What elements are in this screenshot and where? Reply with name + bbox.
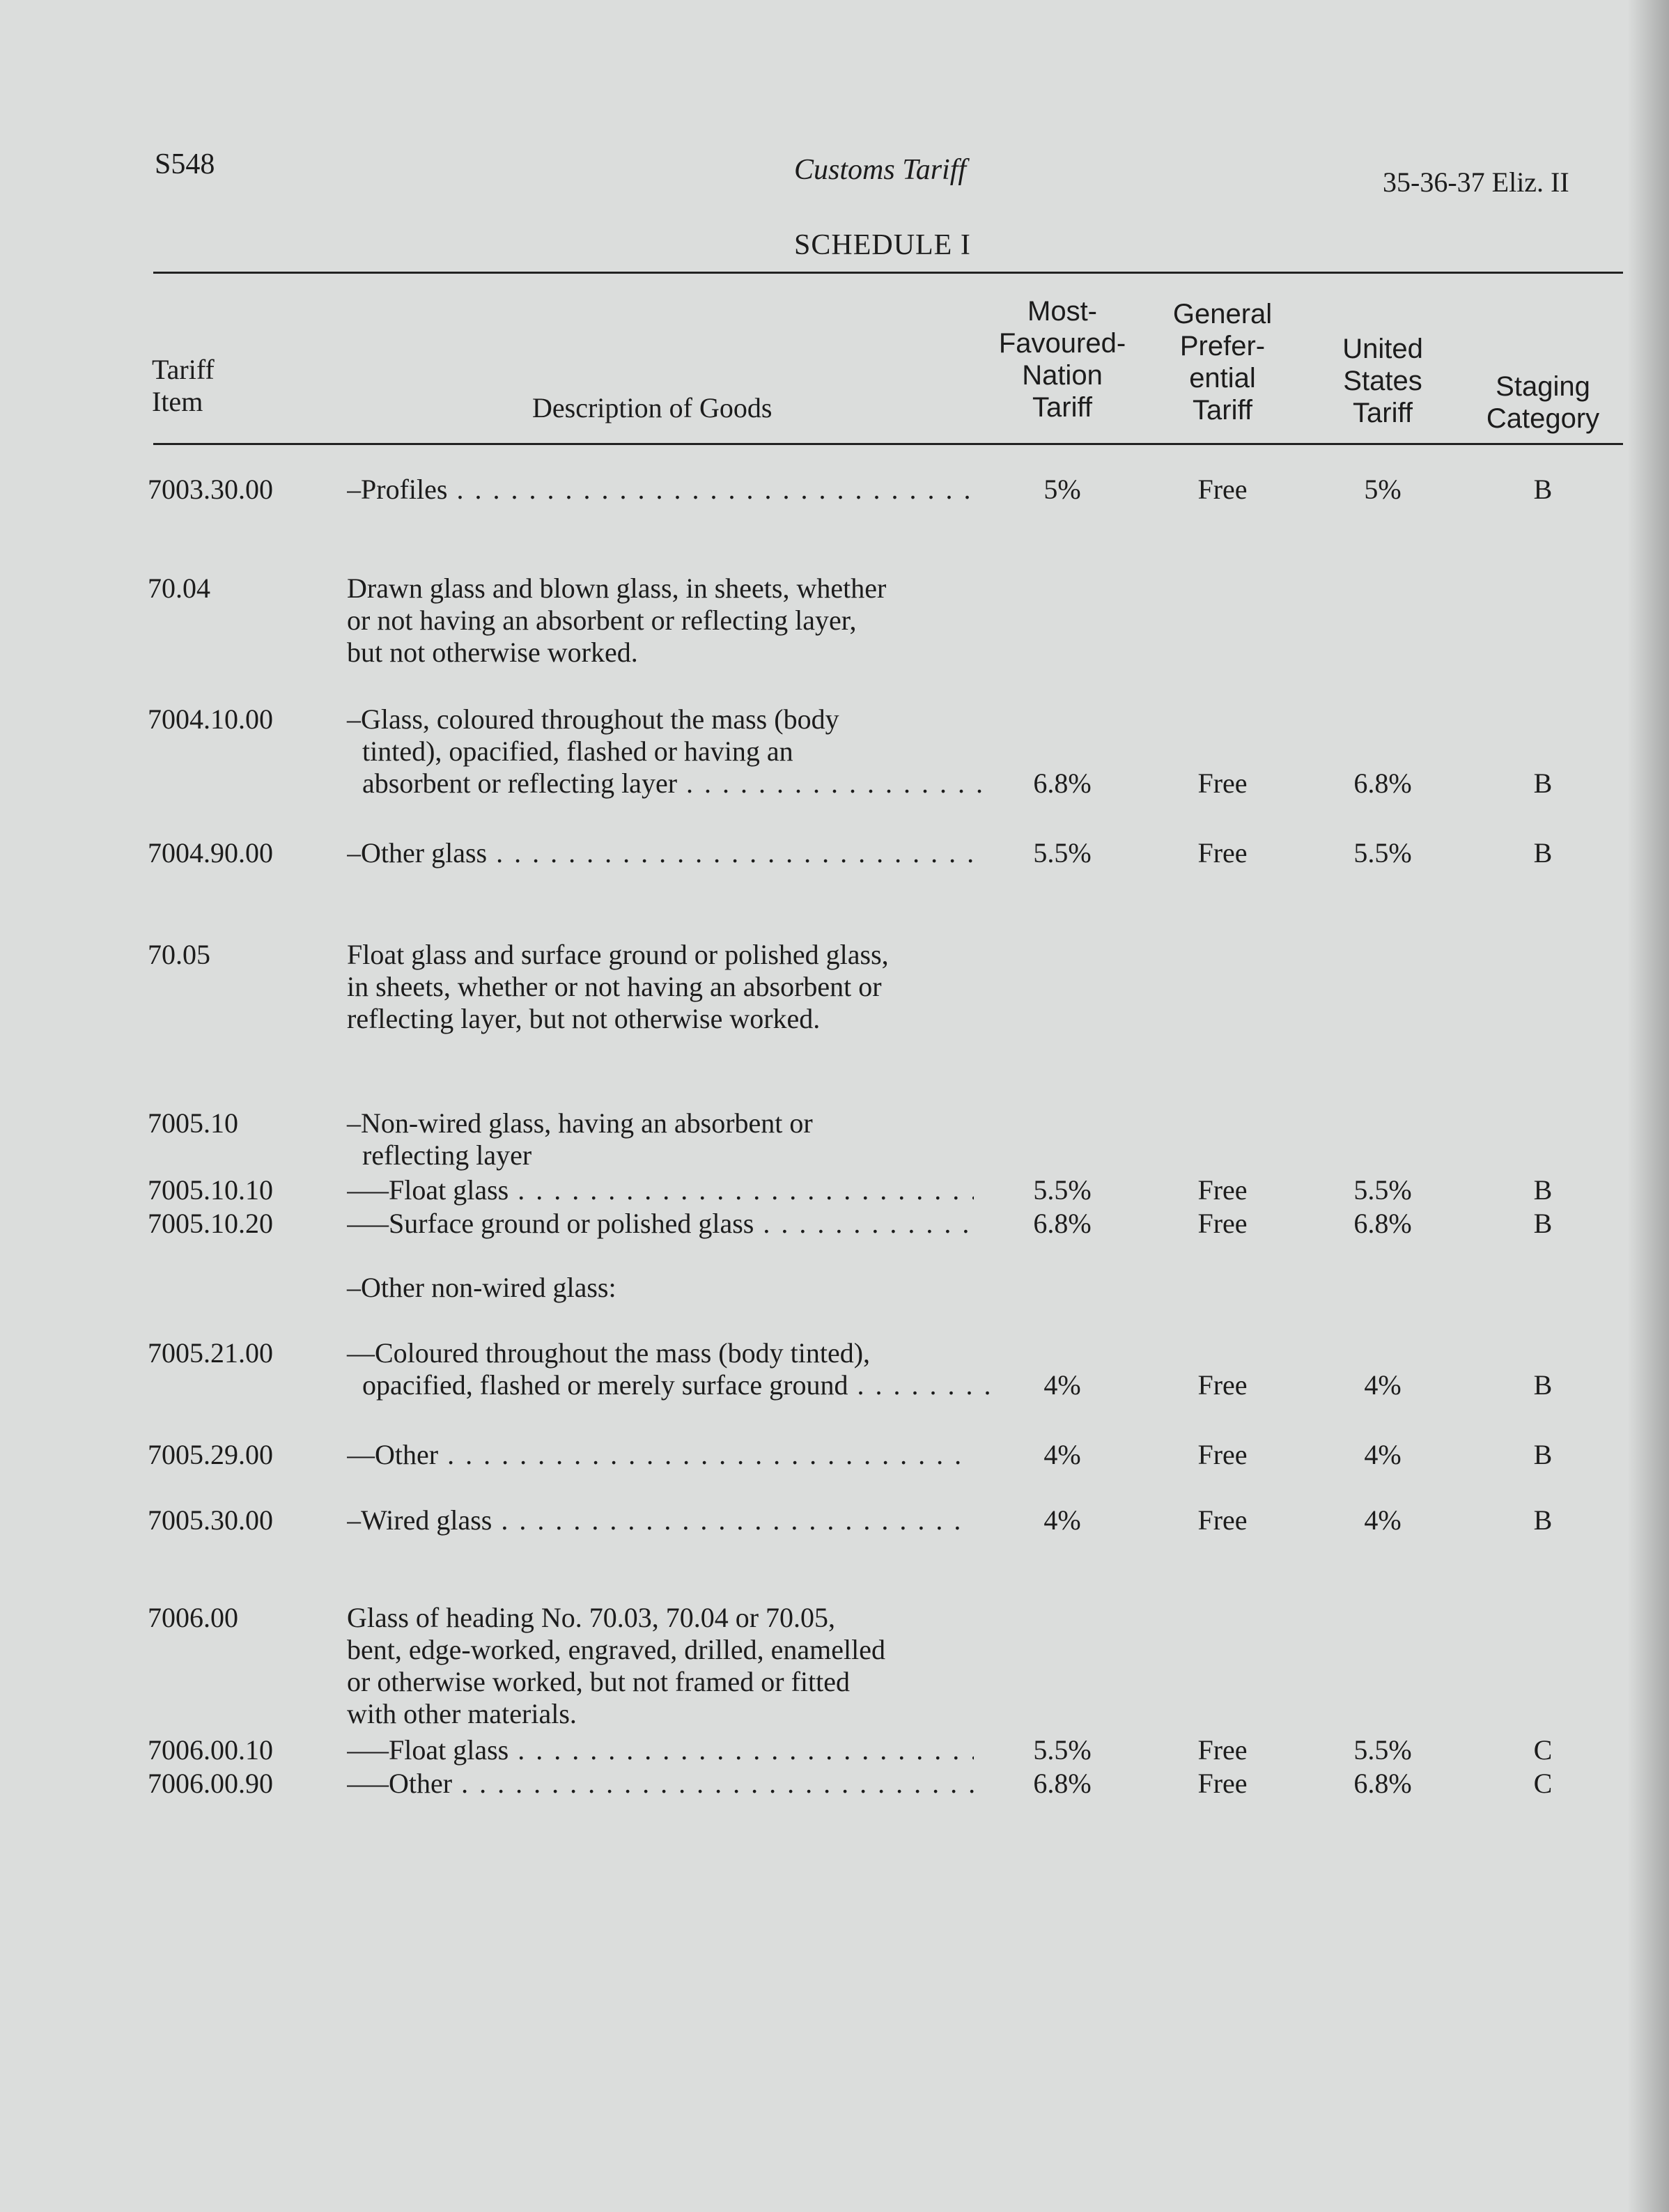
ust-rate: 6.8% <box>1353 1768 1412 1799</box>
regnal-year: 35-36-37 Eliz. II <box>1383 166 1569 198</box>
col-header-line: Prefer- <box>1179 331 1266 361</box>
ust-rate: 6.8% <box>1353 768 1412 799</box>
description-line: tinted), opacified, flashed or having an <box>362 735 793 767</box>
col-header-line: General <box>1172 299 1273 329</box>
gpt-rate: Free <box>1197 474 1248 505</box>
col-header-staging <box>1463 371 1623 435</box>
description-line: but not otherwise worked. <box>347 637 638 668</box>
schedule-title: SCHEDULE I <box>794 229 971 261</box>
page-edge-shadow <box>1627 0 1669 2212</box>
tariff-item-code: 7005.29.00 <box>148 1439 273 1470</box>
description-line: ––Other . . . <box>347 1439 974 1471</box>
mfn-rate: 4% <box>1043 1439 1081 1470</box>
mfn-rate: 6.8% <box>1033 1208 1092 1239</box>
col-header-line: United <box>1342 334 1423 364</box>
staging-category: C <box>1533 1734 1553 1766</box>
description-line: –Glass, coloured throughout the mass (body <box>347 703 839 735</box>
tariff-item-code: 7006.00.90 <box>148 1768 273 1799</box>
col-header-line: Favoured- <box>998 328 1126 359</box>
col-header-line: Staging <box>1496 371 1590 402</box>
description-line: –Other non-wired glass: <box>347 1272 616 1303</box>
description-line: opacified, flashed or merely surface ground . . . <box>347 1369 989 1401</box>
page-number: S548 <box>155 148 215 180</box>
staging-category: B <box>1533 474 1553 505</box>
col-header-description: Description of Goods <box>532 392 773 423</box>
description-line: or otherwise worked, but not framed or fitted <box>347 1666 851 1697</box>
col-header-line: Tariff <box>1353 398 1413 428</box>
description-line: or not having an absorbent or reflecting layer, <box>347 605 857 636</box>
tariff-item-code: 7005.21.00 <box>148 1337 273 1369</box>
col-header-ust <box>1303 333 1463 429</box>
tariff-item-code: 7005.30.00 <box>148 1504 273 1536</box>
gpt-rate: Free <box>1197 1504 1248 1536</box>
mfn-rate: 5.5% <box>1033 1734 1092 1766</box>
description-line: Float glass and surface ground or polished glass, <box>347 939 889 970</box>
mfn-rate: 5.5% <box>1033 1174 1092 1206</box>
gpt-rate: Free <box>1197 768 1248 799</box>
goods-description <box>347 1439 981 1471</box>
col-header-line: Tariff <box>1193 395 1252 426</box>
goods-description <box>347 1174 981 1206</box>
tariff-item-code: 7004.90.00 <box>148 837 273 869</box>
header-rule-top <box>153 272 1623 274</box>
description-line: –––Float glass . . . <box>347 1734 974 1766</box>
tariff-item-code: 7004.10.00 <box>148 703 273 735</box>
running-title: Customs Tariff <box>794 154 967 186</box>
gpt-rate: Free <box>1197 1208 1248 1239</box>
gpt-rate: Free <box>1197 1439 1248 1470</box>
staging-category: B <box>1533 1208 1553 1239</box>
description-line: –Other glass . . . <box>347 837 974 869</box>
col-header-line: Tariff <box>1032 392 1092 423</box>
tariff-item-code: 7006.00.10 <box>148 1734 273 1766</box>
gpt-rate: Free <box>1197 837 1248 869</box>
goods-description <box>347 1768 981 1800</box>
staging-category: B <box>1533 1439 1553 1470</box>
col-header-line: Item <box>152 386 203 417</box>
col-header-gpt <box>1135 298 1310 426</box>
mfn-rate: 5.5% <box>1033 837 1092 869</box>
tariff-item-code: 7005.10.10 <box>148 1174 273 1206</box>
ust-rate: 6.8% <box>1353 1208 1412 1239</box>
ust-rate: 4% <box>1364 1439 1402 1470</box>
gpt-rate: Free <box>1197 1734 1248 1766</box>
description-line: –––Other . . . <box>347 1768 974 1800</box>
goods-description <box>347 939 981 1035</box>
staging-category: C <box>1533 1768 1553 1799</box>
mfn-rate: 4% <box>1043 1369 1081 1401</box>
gpt-rate: Free <box>1197 1174 1248 1206</box>
description-line: –Non-wired glass, having an absorbent or <box>347 1107 813 1139</box>
goods-description <box>347 1602 981 1730</box>
description-line: reflecting layer <box>362 1139 532 1171</box>
tariff-item-code: 70.04 <box>148 573 210 604</box>
staging-category: B <box>1533 837 1553 869</box>
ust-rate: 4% <box>1364 1369 1402 1401</box>
goods-description <box>347 837 981 869</box>
col-header-tariff-item <box>152 354 215 418</box>
goods-description <box>347 1734 981 1766</box>
ust-rate: 5.5% <box>1353 1734 1412 1766</box>
gpt-rate: Free <box>1197 1369 1248 1401</box>
tariff-item-code: 7005.10.20 <box>148 1208 273 1239</box>
tariff-item-code: 70.05 <box>148 939 210 970</box>
col-header-line: Nation <box>1022 360 1103 391</box>
mfn-rate: 4% <box>1043 1504 1081 1536</box>
col-header-line: States <box>1343 366 1422 396</box>
description-line: ––Coloured throughout the mass (body tinted), <box>347 1337 871 1369</box>
tariff-item-code: 7003.30.00 <box>148 474 273 505</box>
header-rule-bottom <box>153 443 1623 445</box>
goods-description <box>347 474 981 506</box>
staging-category: B <box>1533 1174 1553 1206</box>
goods-description <box>347 1504 981 1536</box>
goods-description <box>347 1337 981 1401</box>
description-line: Drawn glass and blown glass, in sheets, whether <box>347 573 887 604</box>
col-header-line: Category <box>1486 403 1600 434</box>
tariff-item-code: 7005.10 <box>148 1107 238 1139</box>
col-header-line: Tariff <box>152 354 215 385</box>
ust-rate: 5.5% <box>1353 837 1412 869</box>
tariff-item-code: 7006.00 <box>148 1602 238 1633</box>
staging-category: B <box>1533 1504 1553 1536</box>
goods-description <box>347 1272 981 1304</box>
description-line: –Profiles . . . <box>347 474 974 506</box>
col-header-line: ential <box>1189 363 1256 394</box>
col-header-line: Most- <box>1027 296 1097 327</box>
description-line: –––Float glass . . . <box>347 1174 974 1206</box>
goods-description <box>347 1208 981 1240</box>
description-line: reflecting layer, but not otherwise worked. <box>347 1003 821 1034</box>
description-line: with other materials. <box>347 1698 577 1729</box>
gpt-rate: Free <box>1197 1768 1248 1799</box>
description-line: Glass of heading No. 70.03, 70.04 or 70.05, <box>347 1602 836 1633</box>
goods-description <box>347 703 981 800</box>
mfn-rate: 5% <box>1043 474 1081 505</box>
ust-rate: 5.5% <box>1353 1174 1412 1206</box>
description-line: bent, edge-worked, engraved, drilled, enamelled <box>347 1634 886 1665</box>
description-line: in sheets, whether or not having an absorbent or <box>347 971 882 1002</box>
description-line: –Wired glass . . . <box>347 1504 974 1536</box>
goods-description <box>347 1107 981 1171</box>
staging-category: B <box>1533 768 1553 799</box>
ust-rate: 5% <box>1364 474 1402 505</box>
mfn-rate: 6.8% <box>1033 1768 1092 1799</box>
description-line: –––Surface ground or polished glass . . . <box>347 1208 974 1240</box>
description-line: absorbent or reflecting layer . . . <box>347 768 989 800</box>
goods-description <box>347 573 981 669</box>
mfn-rate: 6.8% <box>1033 768 1092 799</box>
staging-category: B <box>1533 1369 1553 1401</box>
col-header-mfn <box>982 295 1142 423</box>
ust-rate: 4% <box>1364 1504 1402 1536</box>
